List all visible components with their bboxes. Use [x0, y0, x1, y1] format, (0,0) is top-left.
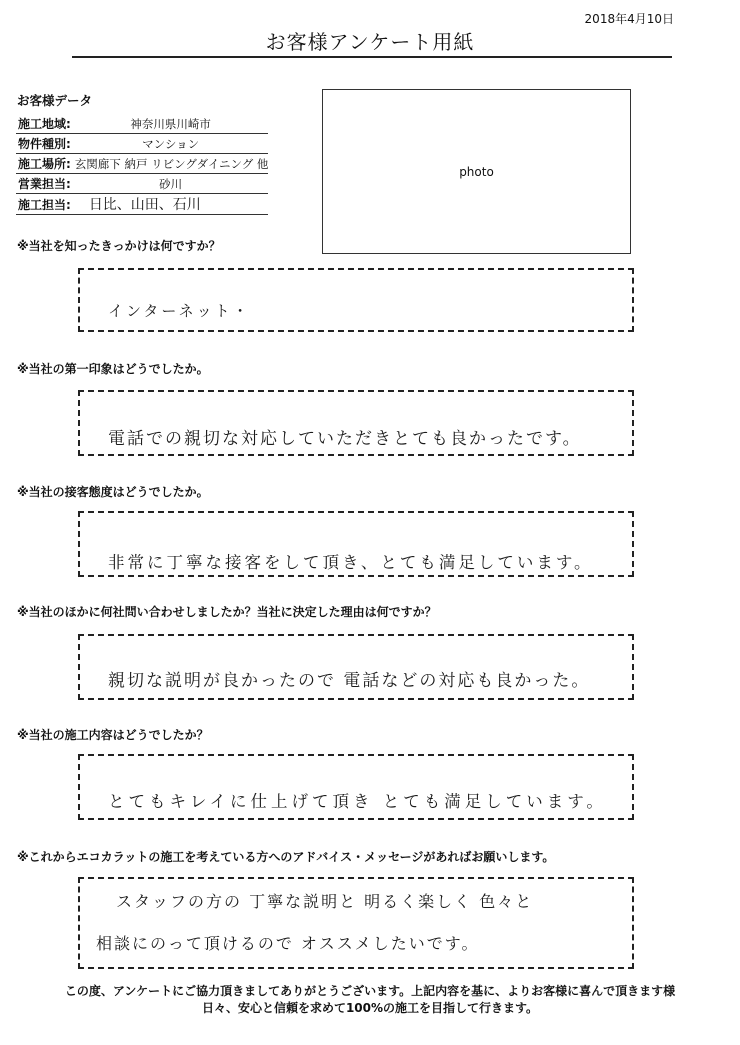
- area-value: 神奈川県川崎市: [71, 114, 269, 134]
- answer-service-attitude: 非常に丁寧な接客をして頂き、とても満足しています。: [108, 553, 594, 572]
- survey-date: 2018年4月10日: [584, 12, 674, 26]
- row-property-type: [16, 134, 268, 154]
- question-first-impression: ※当社の第一印象はどうでしたか。: [17, 362, 209, 376]
- answer-other-companies: 親切な説明が良かったので 電話などの対応も良かった。: [108, 671, 591, 691]
- sales-rep-value: 砂川: [71, 174, 269, 194]
- property-type-label: 物件種別:: [16, 134, 71, 154]
- answer-box-workmanship: [78, 754, 634, 820]
- footer-line-1: この度、アンケートにご協力頂きましてありがとうございます。上記内容を基に、よりお客様に喜んで頂きます様: [64, 984, 676, 998]
- answer-box-advice: [78, 877, 634, 969]
- title-underline: [72, 56, 672, 58]
- answer-box-other-companies: [78, 634, 634, 700]
- install-location-value: 玄関廊下 納戸 リビングダイニング 他: [71, 154, 269, 174]
- area-label: 施工地域:: [16, 114, 71, 134]
- question-service-attitude: ※当社の接客態度はどうでしたか。: [17, 485, 209, 499]
- answer-box-service-attitude: [78, 511, 634, 577]
- page-title: お客様アンケート用紙: [265, 30, 475, 54]
- installer-value: 日比、山田、石川: [71, 194, 269, 215]
- answer-box-first-impression: [78, 390, 634, 456]
- row-install-location: [16, 154, 268, 174]
- install-location-label: 施工場所:: [16, 154, 71, 174]
- installer-label: 施工担当:: [16, 194, 71, 215]
- customer-data-table: [16, 114, 268, 215]
- question-how-found: ※当社を知ったきっかけは何ですか？: [17, 239, 221, 253]
- answer-how-found: インターネット・: [108, 302, 251, 320]
- footer-message: [0, 983, 740, 1017]
- photo-placeholder: [322, 89, 631, 254]
- property-type-value: マンション: [71, 134, 269, 154]
- row-area: [16, 114, 268, 134]
- answer-advice-line-1: スタッフの方の 丁寧な説明と 明るく楽しく 色々と: [116, 892, 534, 911]
- question-workmanship: ※当社の施工内容はどうでしたか？: [17, 728, 209, 742]
- question-other-companies: ※当社のほかに何社問い合わせしましたか？当社に決定した理由は何ですか？: [17, 605, 437, 619]
- footer-line-2: 日々、安心と信頼を求めて100%の施工を目指して行きます。: [201, 1001, 539, 1015]
- question-advice: ※これからエコカラットの施工を考えている方へのアドバイス・メッセージがあればお願いします。: [17, 850, 555, 864]
- answer-first-impression: 電話での親切な対応していただきとても良かったです。: [108, 429, 582, 449]
- row-sales-rep: [16, 174, 268, 194]
- answer-box-how-found: [78, 268, 634, 332]
- answer-advice-line-2: 相談にのって頂けるので オススメしたいです。: [96, 934, 480, 953]
- sales-rep-label: 営業担当:: [16, 174, 71, 194]
- customer-data-heading: お客様データ: [17, 93, 93, 108]
- photo-label: photo: [459, 165, 494, 179]
- row-installer: [16, 194, 268, 215]
- answer-workmanship: とてもキレイに仕上げて頂き とても満足しています。: [108, 792, 607, 811]
